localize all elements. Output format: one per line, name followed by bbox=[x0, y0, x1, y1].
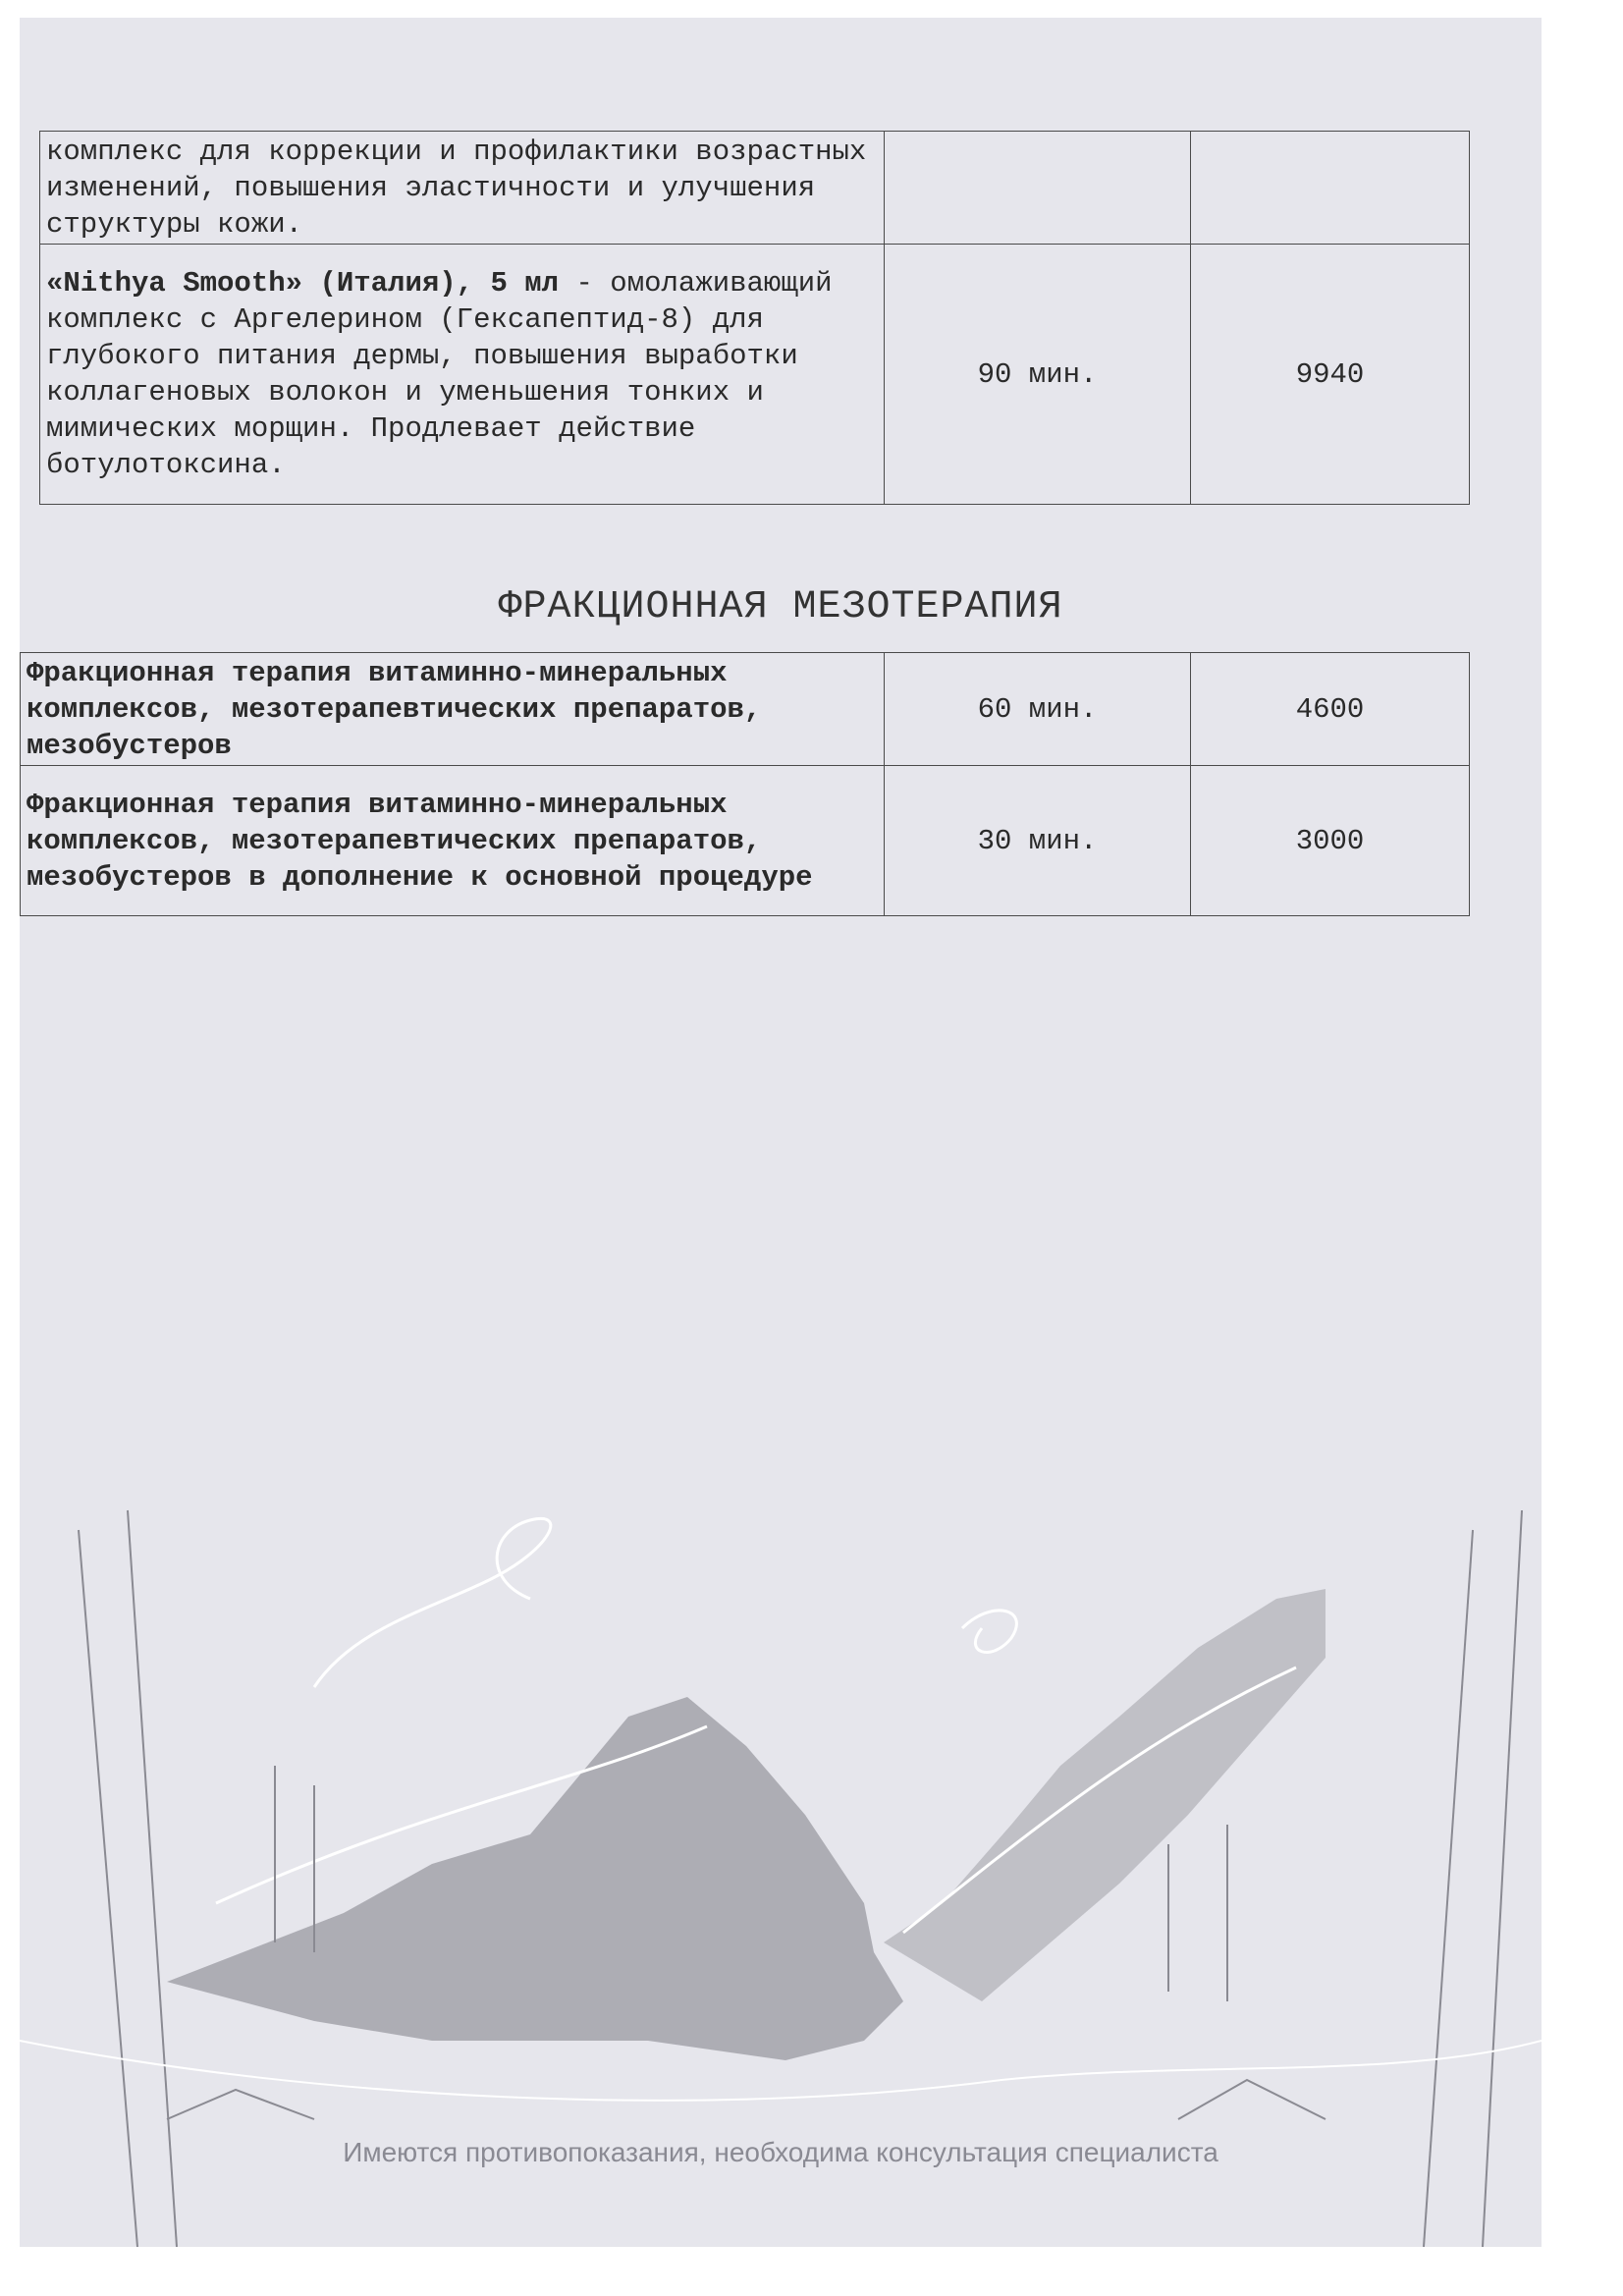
table-row bbox=[40, 245, 1470, 505]
table-row bbox=[21, 766, 1470, 916]
service-price: 3000 bbox=[1191, 766, 1470, 916]
price-table-fractional-mesotherapy bbox=[20, 652, 1470, 916]
contraindications-note: Имеются противопоказания, необходима консультация специалиста bbox=[343, 2137, 1218, 2167]
service-description-text: - омолаживающий комплекс с Аргелерином (Гексапептид-8) для глубокого питания дермы, повышения выработки коллагеновых волокон и уменьшения тонких и мимических морщин. Продлевает действие ботулотоксина. bbox=[46, 267, 833, 481]
service-duration bbox=[885, 132, 1191, 245]
mountain-left bbox=[167, 1697, 903, 2060]
service-title: «Nithya Smooth» (Италия), 5 мл bbox=[46, 267, 560, 300]
mountain-landscape-illustration bbox=[20, 1491, 1542, 2247]
section-title: ФРАКЦИОННАЯ МЕЗОТЕРАПИЯ bbox=[498, 585, 1063, 629]
table-row bbox=[21, 653, 1470, 766]
service-duration: 90 мин. bbox=[885, 245, 1191, 505]
service-description bbox=[40, 245, 885, 505]
price-table-cosmetics bbox=[39, 131, 1470, 505]
service-price bbox=[1191, 132, 1470, 245]
service-price: 4600 bbox=[1191, 653, 1470, 766]
service-description-text: комплекс для коррекции и профилактики возрастных изменений, повышения эластичности и улучшения структуры кожи. bbox=[46, 135, 867, 241]
cloud-sketch bbox=[314, 1518, 551, 1687]
cloud-sketch bbox=[962, 1611, 1016, 1653]
table-row bbox=[40, 132, 1470, 245]
mountain-right bbox=[884, 1589, 1325, 2001]
service-price: 9940 bbox=[1191, 245, 1470, 505]
service-description bbox=[40, 132, 885, 245]
menu-page bbox=[20, 18, 1542, 2247]
service-duration: 60 мин. bbox=[885, 653, 1191, 766]
service-title: Фракционная терапия витаминно-минеральных комплексов, мезотерапевтических препаратов, мезобустеров bbox=[21, 653, 885, 766]
service-duration: 30 мин. bbox=[885, 766, 1191, 916]
service-title: Фракционная терапия витаминно-минеральных комплексов, мезотерапевтических препаратов, мезобустеров в дополнение к основной процедуре bbox=[21, 766, 885, 916]
